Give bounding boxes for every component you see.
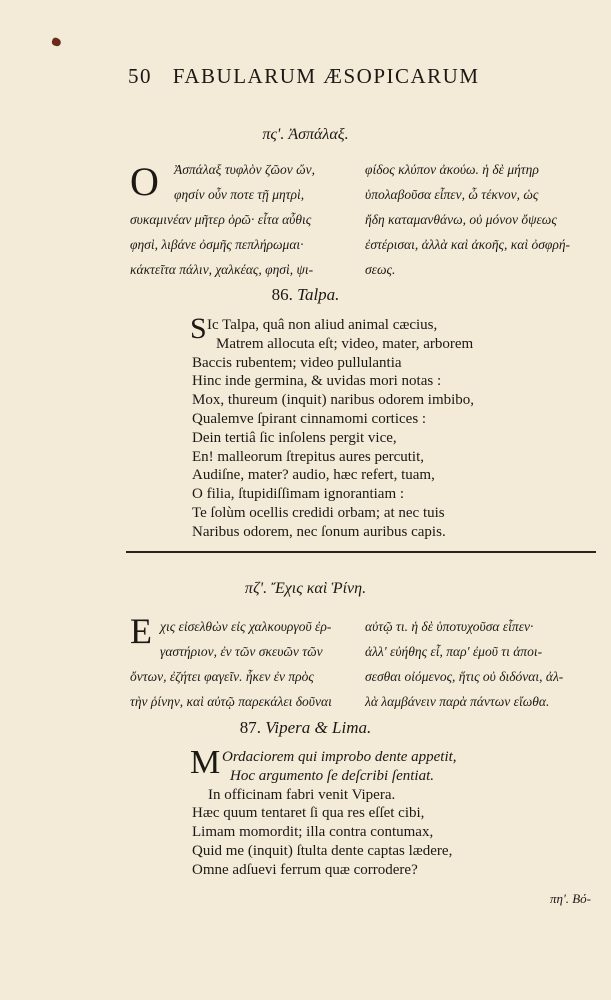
verse-line: En! malleorum ſtrepitus aures percutit, (192, 448, 425, 465)
verse-line-italic: Hoc argumento ſe deſcribi ſentiat. (230, 767, 434, 784)
greek-line: συκαμινέαν μῆτερ ὁρῶ· εἶτα αὖθις (130, 212, 312, 227)
greek-line: φησίν οὖν ποτε τῇ μητρὶ, (174, 187, 305, 202)
greek-line: λὰ λαμβάνειν παρὰ πάντων εἴωθα. (365, 694, 550, 709)
verse-line: Audiſne, mater? audio, hæc refert, tuam, (192, 467, 435, 484)
verse-line: In officinam fabri venit Vipera. (208, 786, 396, 803)
greek-line: γαστήριον, ἐν τῶν σκευῶν τῶν (160, 644, 323, 659)
running-title: FABULARUM ÆSOPICARUM (172, 64, 480, 88)
running-head (128, 64, 480, 89)
verse-line: Omne adſuevi ferrum quæ corrodere? (192, 861, 418, 878)
verse-line: Hæc quum tentaret ſi qua res eſſet cibi, (192, 805, 425, 822)
latin-dropcap-87: M (190, 744, 221, 781)
greek-line: Ἀσπάλαξ τυφλὸν ζῶον ὤν, (174, 162, 316, 177)
fable-number: 87. (239, 718, 262, 737)
greek-line: φησὶ, λιβάνε ὀσμῆς πεπλήρωμαι· (130, 237, 304, 252)
page-number: 50 (128, 64, 152, 88)
verse-line: Qualemve ſpirant cinnamomi cortices : (192, 410, 427, 427)
catchword: πη'. Βό- (549, 891, 591, 906)
verse-line: Te ſolùm ocellis credidi orbam; at nec tuis (192, 504, 445, 521)
latin-title-86 (0, 285, 611, 305)
greek-dropcap-86: Ο (130, 159, 159, 204)
greek-line: ὑπολαβοῦσα εἶπεν, ὦ τέκνον, ὡς (365, 187, 539, 202)
greek-dropcap-87: Ε (130, 611, 152, 651)
greek-line: σεως. (365, 262, 396, 277)
section-rule (126, 551, 596, 553)
greek-line: χις εἰσελθὼν εἰς χαλκουργοῦ ἐρ- (160, 619, 332, 634)
greek-col-right-87 (365, 614, 563, 714)
greek-text-86 (130, 157, 600, 287)
ink-blot (51, 37, 62, 48)
greek-line: αὐτῷ τι. ἡ δὲ ὑποτυχοῦσα εἶπεν· (365, 619, 534, 634)
greek-line: ἀλλ' εὐήθης εἶ, παρ' ἐμοῦ τι ἀποι- (365, 644, 543, 659)
greek-col-left-87-cont (130, 664, 332, 714)
fable-name: Talpa. (297, 285, 340, 304)
greek-col-right-86 (365, 157, 570, 282)
latin-dropcap-86: S (190, 312, 207, 345)
verse-line: Quid me (inquit) ſtulta dente captas lædere, (192, 842, 453, 859)
greek-line: κάκτεῖτα πάλιν, χαλκέας, φησὶ, ψι- (130, 262, 314, 277)
verse-line: Ic Talpa, quâ non aliud animal cæcius, (207, 317, 438, 333)
greek-text-87 (130, 614, 600, 714)
greek-line: τὴν ῥίνην, καὶ αὐτῷ παρεκάλει δοῦναι (130, 694, 332, 709)
greek-col-left-87 (160, 614, 331, 664)
latin-verse-87 (190, 744, 457, 880)
verse-line: Mox, thureum (inquit) naribus odorem imbibo, (192, 392, 475, 409)
greek-line: σεσθαι οἰόμενος, ἥτις οὐ διδόναι, ἀλ- (365, 669, 564, 684)
verse-line: Limam momordit; illa contra contumax, (192, 824, 434, 841)
greek-line: ἐστέρισαι, ἀλλὰ καὶ ἀκοῆς, καὶ ὀσφρή- (365, 237, 571, 252)
verse-line: Baccis rubentem; video pullulantia (192, 354, 402, 371)
greek-line: ὄντων, ἐζήτει φαγεῖν. ἧκεν ἐν πρὸς (130, 669, 314, 684)
greek-line: ἤδη καταμανθάνω, οὐ μόνον ὄψεως (365, 212, 557, 227)
verse-line-italic: Ordaciorem qui improbo dente appetit, (222, 749, 457, 765)
verse-line: Dein tertiâ ſic inſolens pergit vice, (192, 429, 397, 446)
latin-title-87 (0, 718, 611, 738)
fable-number: 86. (271, 285, 293, 304)
verse-line: O filia, ſtupidiſſimam ignorantiam : (192, 486, 405, 503)
verse-line: Naribus odorem, nec ſonum auribus capis. (192, 523, 446, 540)
greek-title-86: πς'. Ἀσπάλαξ. (262, 126, 349, 143)
greek-line: φίδος κλύπον ἀκούω. ἡ δὲ μήτηρ (365, 162, 539, 177)
greek-col-left-86-cont (130, 207, 313, 282)
greek-title-87: πζ'. Ἔχις καὶ Ῥίνη. (244, 580, 367, 597)
latin-verse-86 (190, 312, 475, 542)
verse-line: Hinc inde germina, & uvidas mori notas : (192, 373, 442, 390)
verse-line: Matrem allocuta eſt; video, mater, arborem (216, 335, 474, 352)
fable-name: Vipera & Lima. (265, 718, 372, 737)
greek-col-left-86 (174, 157, 315, 207)
